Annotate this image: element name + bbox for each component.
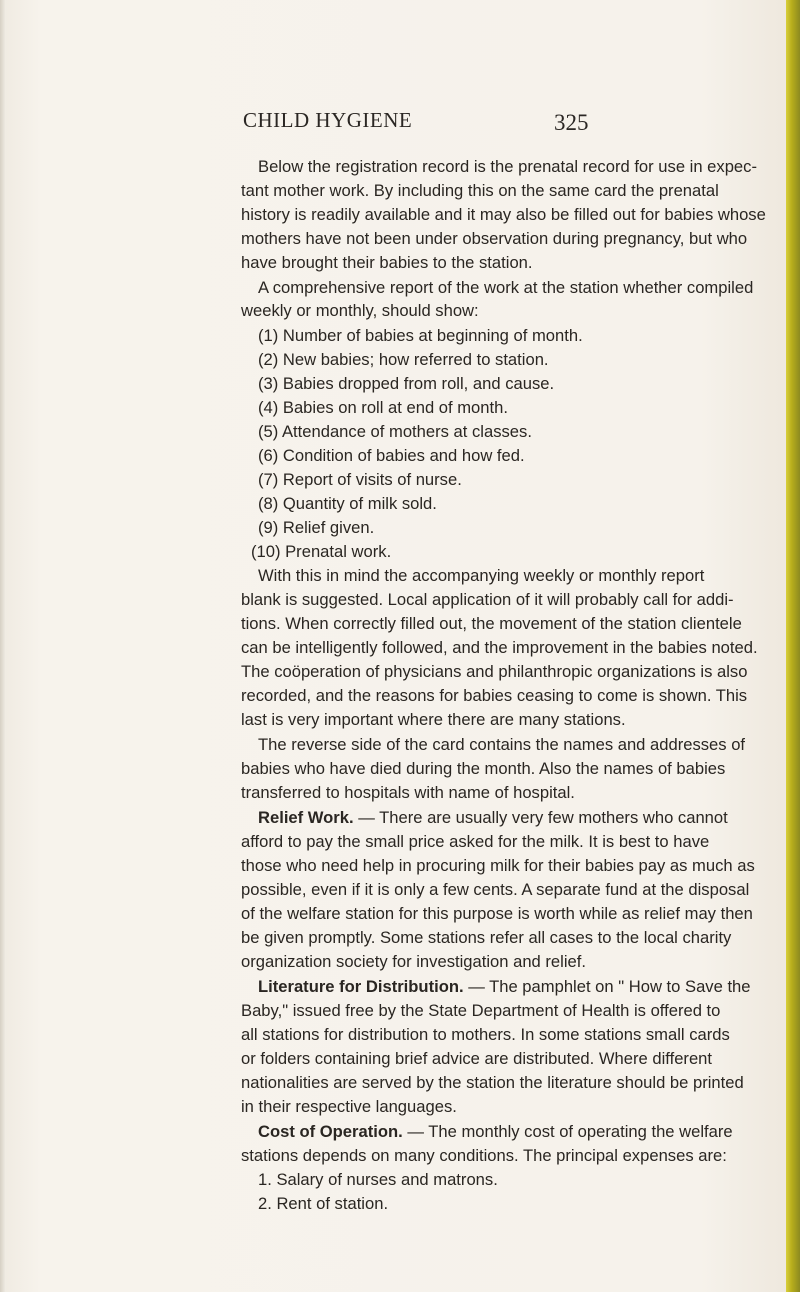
report-list-item: (10) Prenatal work. xyxy=(251,542,392,561)
relief-work-text: — There are usually very few mothers who cannot xyxy=(353,808,728,827)
text-line: of the welfare station for this purpose is worth while as relief may then xyxy=(241,904,753,923)
text-line: be given promptly. Some stations refer all cases to the local charity xyxy=(241,928,732,947)
text-line: Baby," issued free by the State Department of Health is offered to xyxy=(241,1001,721,1020)
text-line: A comprehensive report of the work at the station whether compiled xyxy=(258,278,754,297)
report-list-item: (5) Attendance of mothers at classes. xyxy=(258,422,532,441)
text-line: stations depends on many conditions. The principal expenses are: xyxy=(241,1146,727,1165)
page-edge-binding xyxy=(786,0,800,1292)
text-line: have brought their babies to the station. xyxy=(241,253,533,272)
cost-heading: Cost of Operation. xyxy=(258,1122,403,1141)
text-line: recorded, and the reasons for babies ceasing to come is shown. This xyxy=(241,686,748,705)
text-line: organization society for investigation and relief. xyxy=(241,952,586,971)
literature-first-line xyxy=(258,976,751,998)
text-line: mothers have not been under observation during pregnancy, but who xyxy=(241,229,748,248)
report-list-item: (3) Babies dropped from roll, and cause. xyxy=(258,374,555,393)
text-line: last is very important where there are many stations. xyxy=(241,710,626,729)
cost-text: — The monthly cost of operating the welfare xyxy=(402,1122,733,1141)
text-line: The reverse side of the card contains the names and addresses of xyxy=(258,735,746,754)
expense-list-item: 2. Rent of station. xyxy=(258,1194,389,1213)
cost-first-line xyxy=(258,1121,733,1143)
text-line: all stations for distribution to mothers. In some stations small cards xyxy=(241,1025,730,1044)
text-line: weekly or monthly, should show: xyxy=(241,301,479,320)
text-line: possible, even if it is only a few cents. A separate fund at the disposal xyxy=(241,880,750,899)
running-title: CHILD HYGIENE xyxy=(243,108,413,132)
running-head xyxy=(0,104,800,144)
page-gutter-shadow xyxy=(0,0,6,1292)
text-line: transferred to hospitals with name of hospital. xyxy=(241,783,575,802)
page-number: 325 xyxy=(554,110,589,135)
text-line: afford to pay the small price asked for the milk. It is best to have xyxy=(241,832,710,851)
relief-work-heading: Relief Work. xyxy=(258,808,354,827)
text-line: tant mother work. By including this on the same card the prenatal xyxy=(241,181,719,200)
report-list-item: (7) Report of visits of nurse. xyxy=(258,470,462,489)
report-list-item: (9) Relief given. xyxy=(258,518,375,537)
report-list-item: (4) Babies on roll at end of month. xyxy=(258,398,508,417)
text-line: Below the registration record is the prenatal record for use in expec- xyxy=(258,157,757,176)
text-line: tions. When correctly filled out, the movement of the station clientele xyxy=(241,614,742,633)
text-line: in their respective languages. xyxy=(241,1097,457,1116)
text-line: The coöperation of physicians and philanthropic organizations is also xyxy=(241,662,748,681)
literature-text: — The pamphlet on " How to Save the xyxy=(463,977,751,996)
report-list-item: (6) Condition of babies and how fed. xyxy=(258,446,525,465)
text-line: or folders containing brief advice are distributed. Where different xyxy=(241,1049,713,1068)
expense-list-item: 1. Salary of nurses and matrons. xyxy=(258,1170,498,1189)
literature-heading: Literature for Distribution. xyxy=(258,977,464,996)
text-line: blank is suggested. Local application of it will probably call for addi- xyxy=(241,590,734,609)
text-line: history is readily available and it may also be filled out for babies whose xyxy=(241,205,766,224)
report-list-item: (1) Number of babies at beginning of month. xyxy=(258,326,583,345)
report-list-item: (2) New babies; how referred to station. xyxy=(258,350,549,369)
text-line: those who need help in procuring milk for their babies pay as much as xyxy=(241,856,755,875)
relief-work-first-line xyxy=(258,807,728,829)
text-line: With this in mind the accompanying weekly or monthly report xyxy=(258,566,705,585)
text-line: can be intelligently followed, and the improvement in the babies noted. xyxy=(241,638,758,657)
report-list-item: (8) Quantity of milk sold. xyxy=(258,494,437,513)
text-line: babies who have died during the month. Also the names of babies xyxy=(241,759,726,778)
text-line: nationalities are served by the station the literature should be printed xyxy=(241,1073,744,1092)
